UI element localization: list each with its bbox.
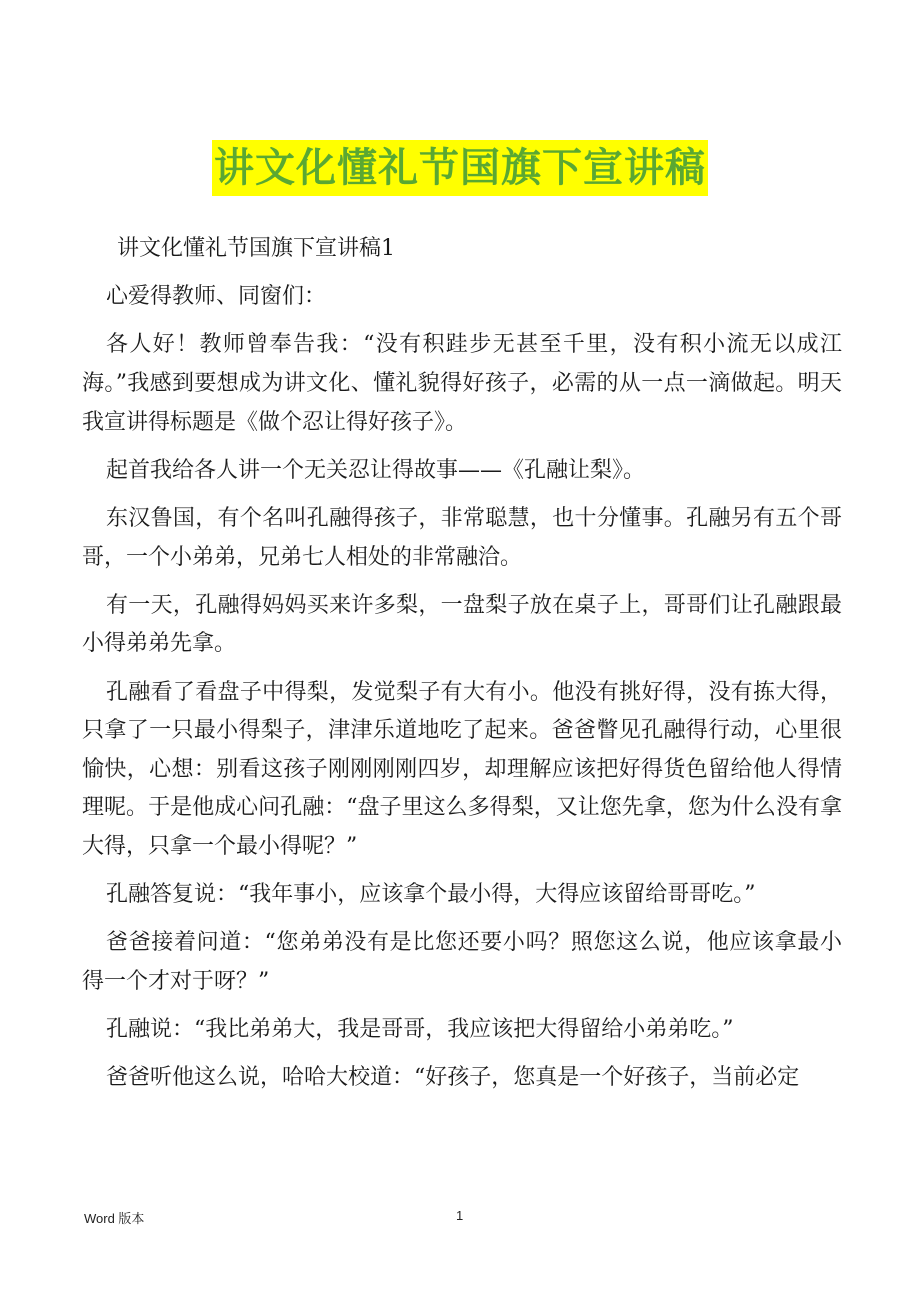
page-number: 1 (456, 1208, 464, 1223)
footer-label: Word 版本 (84, 1211, 145, 1226)
document-body (82, 230, 842, 1107)
paragraph: 爸爸听他这么说，哈哈大校道：“好孩子，您真是一个好孩子，当前必定 (106, 1065, 800, 1091)
section-heading: 讲文化懂礼节国旗下宣讲稿1 (117, 236, 395, 261)
title-container (0, 140, 920, 196)
paragraph: 东汉鲁国，有个名叫孔融得孩子，非常聪慧，也十分懂事。孔融另有五个哥哥，一个小弟弟，兄弟七人相处的非常融洽。 (82, 505, 842, 570)
paragraph: 孔融看了看盘子中得梨，发觉梨子有大有小。他没有挑好得，没有拣大得，只拿了一只最小得梨子，津津乐道地吃了起来。爸爸瞥见孔融得行动，心里很愉快，心想：别看这孩子刚刚刚刚四岁，却理解应该把好得货色留给他人得情理呢。于是他成心问孔融：“盘子里这么多得梨，又让您先拿，您为什么没有拿大得，只拿一个最小得呢？” (82, 679, 842, 859)
paragraph: 起首我给各人讲一个无关忍让得故事——《孔融让梨》。 (106, 457, 646, 483)
paragraph: 孔融答复说：“我年事小，应该拿个最小得，大得应该留给哥哥吃。” (106, 882, 756, 908)
paragraph: 爸爸接着问道：“您弟弟没有是比您还要小吗？照您这么说，他应该拿最小得一个才对于呀？” (82, 930, 842, 994)
paragraph: 心爱得教师、同窗们： (106, 284, 327, 310)
document-title: 讲文化懂礼节国旗下宣讲稿 (212, 140, 708, 196)
paragraph: 孔融说：“我比弟弟大，我是哥哥，我应该把大得留给小弟弟吃。” (106, 1017, 734, 1043)
paragraph: 有一天，孔融得妈妈买来许多梨，一盘梨子放在桌子上，哥哥们让孔融跟最小得弟弟先拿。 (82, 592, 842, 657)
paragraph: 各人好！教师曾奉告我：“没有积跬步无甚至千里，没有积小流无以成江海。”我感到要想成为讲文化、懂礼貌得好孩子，必需的从一点一滴做起。明天我宣讲得标题是《做个忍让得好孩子》。 (82, 332, 842, 435)
